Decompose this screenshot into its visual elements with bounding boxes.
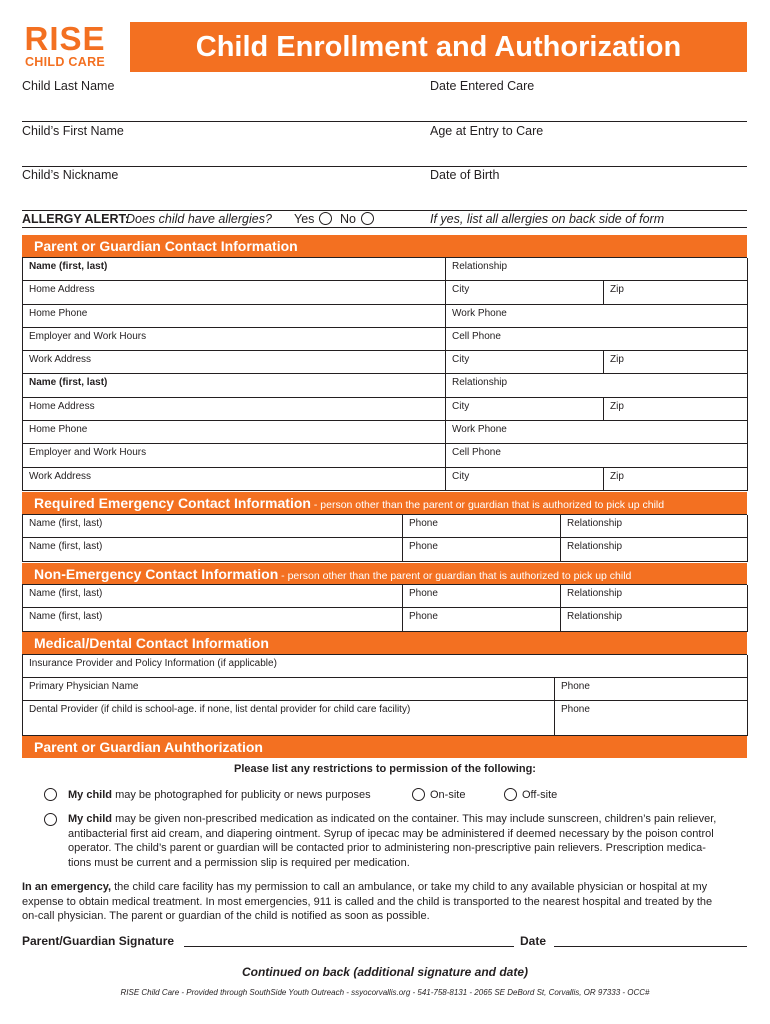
footer: RISE Child Care - Provided through SouthSide Youth Outreach - ssyocorvallis.org - 541-758-8131 - 2065 SE DeBord St, Corvallis, OR 97333 - OCC# [120,988,650,997]
table-row [23,585,747,608]
dental-phone-field[interactable]: Phone [555,701,748,736]
table-row [23,305,747,328]
form-field[interactable]: Zip [604,281,748,304]
photo-permission-text: My child may be photographed for publicity or news purposes [68,789,371,801]
authorization-section-header [22,736,747,758]
signature-date-field[interactable] [554,946,747,947]
form-field[interactable]: Work Address [23,468,446,491]
logo-subtitle: CHILD CARE [24,55,106,69]
insurance-field[interactable]: Insurance Provider and Policy Information (if applicable) [23,655,748,678]
date-label: Date [520,934,547,948]
table-row [23,398,747,421]
continued-note: Continued on back (additional signature and date) [241,965,528,979]
emergency-section-header [22,492,747,514]
table-row [23,328,747,351]
physician-field[interactable]: Primary Physician Name [23,678,555,701]
form-field[interactable]: Name (first, last) [23,515,403,538]
date-of-birth-label: Date of Birth [430,168,500,182]
form-field[interactable]: Home Address [23,398,446,421]
form-field[interactable]: Work Phone [446,305,748,328]
table-row [23,421,747,444]
child-nickname-row[interactable] [22,167,747,211]
nonemergency-section-header [22,563,747,585]
emergency-section-title: Required Emergency Contact Information - person other than the parent or guardian that is authorized to pick up child [34,495,665,511]
dental-field[interactable]: Dental Provider (if child is school-age. if none, list dental provider for child care facility) [23,701,555,736]
form-field[interactable]: Zip [604,351,748,374]
form-field[interactable]: Work Phone [446,421,748,444]
form-field[interactable]: Phone [403,538,561,561]
table-row [23,538,747,561]
medical-contact-table [22,654,747,736]
onsite-label: On-site [430,789,466,801]
date-entered-care-label: Date Entered Care [430,79,535,93]
form-field[interactable]: Home Phone [23,305,446,328]
form-field[interactable]: Relationship [561,585,748,608]
rise-logo [22,20,108,72]
table-row [23,678,747,701]
form-field[interactable]: Relationship [561,608,748,631]
logo-wordmark: RISE [24,20,106,57]
form-field[interactable]: Relationship [446,374,748,397]
form-field[interactable]: Cell Phone [446,328,748,351]
medication-permission-checkbox[interactable] [44,813,57,831]
table-row [23,655,747,678]
form-field[interactable]: Cell Phone [446,444,748,467]
child-first-name-row[interactable] [22,123,747,167]
form-field[interactable]: Phone [403,515,561,538]
form-field[interactable]: Name (first, last) [23,374,446,397]
allergy-yes-label: Yes [294,212,315,226]
table-row [23,701,747,736]
child-last-name-row[interactable] [22,78,747,122]
form-field[interactable]: Name (first, last) [23,538,403,561]
form-field[interactable]: Employer and Work Hours [23,444,446,467]
nonemergency-contact-table [22,584,747,632]
form-field[interactable]: City [446,351,604,374]
child-last-name-label: Child Last Name [22,79,115,93]
form-field[interactable]: Phone [403,585,561,608]
emergency-contact-table [22,514,747,562]
form-field[interactable]: Home Address [23,281,446,304]
allergy-question: Does child have allergies? [126,212,272,226]
form-title: Child Enrollment and Authorization [130,22,747,72]
table-row [23,515,747,538]
table-row [23,281,747,304]
form-field[interactable]: Relationship [446,258,748,281]
table-row [23,351,747,374]
guardian-section-header [22,235,747,257]
form-field[interactable]: City [446,398,604,421]
onsite-checkbox[interactable] [412,788,425,806]
signature-label: Parent/Guardian Signature [22,934,175,948]
form-field[interactable]: Phone [403,608,561,631]
table-row [23,608,747,631]
guardian-contact-table [22,257,747,491]
form-field[interactable]: Relationship [561,515,748,538]
table-row [23,258,747,281]
photo-permission-checkbox[interactable] [44,788,57,806]
medication-permission-text: My child may be given non-prescribed medication as indicated on the container. This may include sunscreen, children’s pain reliever, antibacterial first aid cream, and diapering ointment. Syrup of ipecac may be administered if deemed necessary by the poison control operator. The child’s parent or guardian will be contacted prior to administering non-prescriptive pain relievers. Prescription medica- tions must be current and a permission slip is required per medication. [68,813,717,869]
child-first-name-label: Child’s First Name [22,124,124,138]
table-row [23,468,747,491]
field-underline [22,121,747,122]
form-field[interactable]: Name (first, last) [23,258,446,281]
form-field[interactable]: Employer and Work Hours [23,328,446,351]
allergy-no-label: No [340,212,356,226]
form-field[interactable]: Zip [604,398,748,421]
authorization-heading: Please list any restrictions to permission of the following: [234,763,536,775]
physician-phone-field[interactable]: Phone [555,678,748,701]
signature-field[interactable] [184,946,514,947]
table-row [23,374,747,397]
authorization-section-title: Parent or Guardian Auhthorization [34,739,263,755]
form-field[interactable]: City [446,468,604,491]
table-row [23,444,747,467]
medical-section-title: Medical/Dental Contact Information [34,635,269,651]
form-field[interactable]: Work Address [23,351,446,374]
form-field[interactable]: Zip [604,468,748,491]
form-field[interactable]: Name (first, last) [23,608,403,631]
form-field[interactable]: City [446,281,604,304]
allergy-underline [22,227,747,228]
nonemergency-section-title: Non-Emergency Contact Information - person other than the parent or guardian that is authorized to pick up child [34,566,632,582]
age-at-entry-label: Age at Entry to Care [430,124,544,138]
form-field[interactable]: Relationship [561,538,748,561]
emergency-authorization-text: In an emergency, the child care facility has my permission to call an ambulance, or take my child to any available physician or hospital at my expense to obtain medical treatment. In most emergencies, 911 is called and the child is transported to the nearest hospital and treated by the on-call physician. The parent or guardian of the child is notified as soon as possible. [22,881,713,922]
form-field[interactable]: Home Phone [23,421,446,444]
offsite-checkbox[interactable] [504,788,517,806]
offsite-label: Off-site [522,789,558,801]
medical-section-header [22,632,747,654]
allergy-alert-label: ALLERGY ALERT: [22,212,129,226]
form-field[interactable]: Name (first, last) [23,585,403,608]
allergy-alert-row [22,211,747,231]
guardian-section-title: Parent or Guardian Contact Information [34,238,298,254]
child-nickname-label: Child’s Nickname [22,168,119,182]
allergy-note: If yes, list all allergies on back side of form [430,212,665,226]
signature-row [22,934,747,950]
